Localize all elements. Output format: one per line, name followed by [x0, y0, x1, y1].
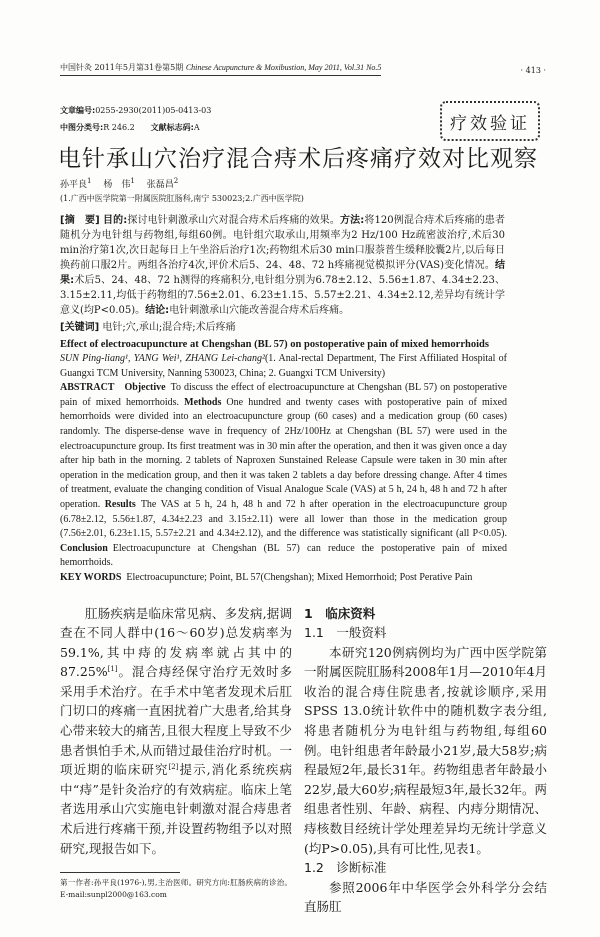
- english-abstract: SUN Ping-liang¹, YANG Wei¹, ZHANG Lei-chang²(1. Anal-rectal Department, The First Affiliated Hospital of Guangxi TCM University, Nanning 530023, China; 2. Guangxi TCM University) ABSTRACT Objective To discuss the effect of electroacupuncture at Chengshan (BL 57) on postoperative pain of mixed hemorrhoids. Methods One hundred and twenty cases with postoperative pain of mixed hemorrhoids were divided into an electroacupuncture group (60 cases) and a medication group (60 cases) randomly. The disperse-dense wave in frequency of 2Hz/100Hz at Chengshan (BL 57) were used in the electroacupuncture group. Its first treatment was in 30 min after the operation, and then it was given once a day after hip bath in the morning. 2 tablets of Naproxen Sunstained Release Capsule were taken in 30 min after operation in the medication group, and then it was taken 2 tablets a day before dressing change. After 4 times of treatment, evaluate the changing condition of Visual Analogue Scale (VAS) at 5 h, 24 h, 48 h and 72 h after operation. Results The VAS at 5 h, 24 h, 48 h and 72 h after operation in the electroacupuncture group (6.78±2.12, 5.56±1.87, 4.34±2.23 and 3.15±2.11) were all lower than those in the medication group (7.56±2.01, 6.23±1.15, 5.57±2.21 and 4.34±2.12), and the difference was statistically significant (all P<0.05). Conclusion Electroacupuncture at Chengshan (BL 57) can reduce the postoperative pain of mixed hemorrhoids. KEY WORDS Electroacupuncture; Point, BL 57(Chengshan); Mixed Hemorrhoid; Post Perative Pain: [60, 352, 507, 586]
- section-heading: 1 临床资料: [304, 605, 376, 621]
- diagnosis-paragraph: 参照2006年中华医学会外科学分会结直肠肛: [304, 879, 547, 915]
- subsection-heading: 1.1 一般资料: [304, 625, 387, 641]
- authors: 孙平良$^1$ 杨 伟$^1$ 张磊昌$^2$: [60, 177, 179, 190]
- page-number: · 413 ·: [520, 66, 546, 75]
- journal-en: Chinese Acupuncture & Moxibustion, May 2011, Vol.31 No.5: [185, 63, 382, 72]
- article-meta: [60, 102, 420, 136]
- page-title: 电针承山穴治疗混合痔术后疼痛疗效对比观察: [58, 146, 538, 172]
- introduction-paragraph: 肛肠疾病是临床常见病、多发病,据调查在不同人群中(16～60岁)总发病率为59.1%,其中痔的发病率就占其中的87.25%[1]。混合痔经保守治疗无效时多采用手术治疗。在手术中笔者发现术后肛门切口的疼痛一直困扰着广大患者,给其身心带来较大的痛苦,且很大程度上导致不少患者惧怕手术,从而错过最佳治疗时机。一项近期的临床研究[2]提示,消化系统疾病中“痔”是针灸治疗的有效病症。临床上笔者选用承山穴实施电针刺激对混合痔患者术后进行疼痛干预,并设置药物组予以对照研究,现报告如下。: [60, 605, 292, 856]
- chinese-keywords: [关键词] 电针;穴,承山;混合痔;术后疼痛: [60, 322, 236, 333]
- article-number: 文章编号:0255-2930(2011)05-0413-03: [60, 106, 212, 115]
- english-authors: SUN Ping-liang¹, YANG Wei¹, ZHANG Lei-chang²(1. Anal-rectal Department, The First Affiliated Hospital of Guangxi TCM University, Nanning 530023, China; 2. Guangxi TCM University): [60, 353, 508, 379]
- subsection-heading: 1.2 诊断标准: [304, 860, 387, 876]
- body-columns: [60, 604, 547, 918]
- header-row: [60, 62, 546, 76]
- chinese-abstract: [摘 要] 目的:探讨电针刺激承山穴对混合痔术后疼痛的效果。方法:将120例混合痔术后疼痛的患者随机分为电针组与药物组,每组60例。电针组穴取承山,用频率为2 Hz/100 Hz疏密波治疗,术后30 min治疗第1次,次日起每日上午坐浴后治疗1次;药物组术后30 min口服萘普生缓释胶囊2片,以后每日换药前口服2片。两组各治疗4次,评价术后5、24、48、72 h疼痛视觉模拟评分(VAS)变化情况。结果:术后5、24、48、72 h测得的疼痛积分,电针组分别为6.78±2.12、5.56±1.87、4.34±2.23、3.15±2.11,均低于药物组的7.56±2.01、6.23±1.15、5.57±2.21、4.34±2.12,差异均有统计学意义(均P<0.05)。结论:电针刺激承山穴能改善混合痔术后疼痛。: [60, 215, 506, 316]
- journal-cn: 中国针灸 2011年5月第31卷第5期: [60, 63, 184, 72]
- footnote-divider: [60, 872, 180, 873]
- body-left-column: [60, 604, 292, 918]
- footnote: 第一作者:孙平良(1976-),男,主治医师。研究方向:肛肠疾病的诊治。E-mail:sunpl2000@163.com: [60, 878, 292, 900]
- classification: 中图分类号:R 246.2 文献标志码:A: [60, 123, 200, 132]
- section-badge: 疗效验证: [440, 101, 540, 141]
- affiliation: (1.广西中医学院第一附属医院肛肠科,南宁 530023;2.广西中医学院): [60, 194, 304, 203]
- general-data-paragraph: 本研究120例病例均为广西中医学院第一附属医院肛肠科2008年1月—2010年4月收治的混合痔住院患者,按就诊顺序,采用SPSS 13.0统计软件中的随机数字表分组,将患者随机分为电针组与药物组,每组60例。电针组患者年龄最小21岁,最大58岁;病程最短2年,最长31年。药物组患者年龄最小22岁,最大60岁;病程最短3年,最长32年。两组患者性别、年龄、病程、内痔分期情况、痔核数目经统计学处理差异均无统计学意义(均P>0.05),具有可比性,见表1。: [304, 644, 547, 856]
- body-right-column: [304, 604, 547, 918]
- running-header: [60, 62, 381, 76]
- english-keywords: KEY WORDS Electroacupuncture; Point, BL 57(Chengshan); Mixed Hemorrhoid; Post Perative Pain: [60, 571, 473, 583]
- english-title: Effect of electroacupuncture at Chengshan (BL 57) on postoperative pain of mixed hemorrhoids: [60, 339, 489, 350]
